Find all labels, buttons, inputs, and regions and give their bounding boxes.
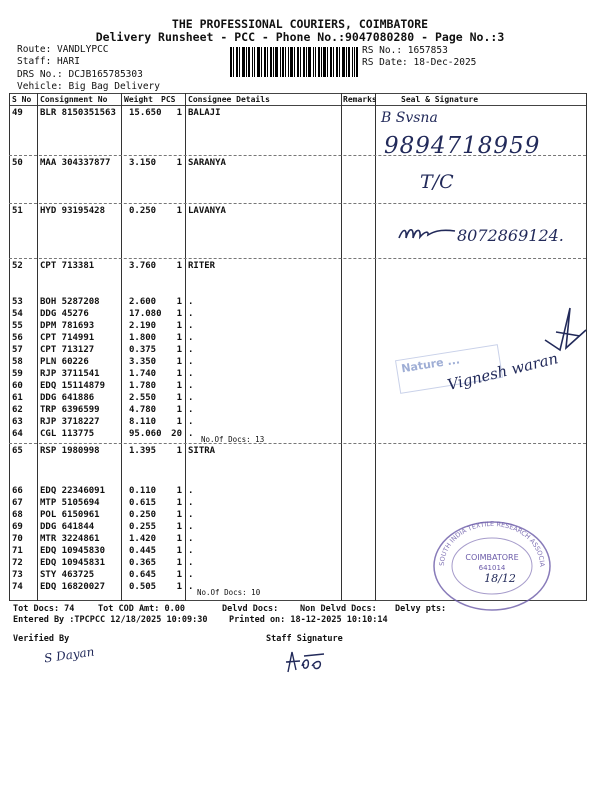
row-consignment-no: EDQ 10945831 bbox=[40, 558, 106, 568]
row-consignee: . bbox=[188, 345, 194, 355]
svg-text:18/12: 18/12 bbox=[484, 572, 516, 585]
row-sno: 71 bbox=[12, 546, 23, 556]
row-sno: 52 bbox=[12, 261, 23, 271]
svg-text:COIMBATORE: COIMBATORE bbox=[465, 553, 519, 562]
row-pcs: 1 bbox=[176, 393, 182, 403]
total-cod-amount: Tot COD Amt: 0.00 bbox=[98, 604, 185, 614]
row-pcs: 1 bbox=[176, 321, 182, 331]
svg-text:SOUTH INDIA TEXTILE RESEARCH A: SOUTH INDIA TEXTILE RESEARCH ASSOCIATION bbox=[427, 510, 547, 567]
row-consignee: . bbox=[188, 393, 194, 403]
row-pcs: 1 bbox=[176, 357, 182, 367]
route-label: Route: VANDLYPCC bbox=[17, 44, 109, 55]
seal-stamp-purple bbox=[427, 510, 554, 612]
row-weight: 1.420 bbox=[129, 534, 157, 544]
company-title: THE PROFESSIONAL COURIERS, COIMBATORE bbox=[171, 17, 429, 31]
staff-signature-label: Staff Signature bbox=[266, 634, 343, 644]
row-consignee: . bbox=[188, 546, 194, 556]
row-pcs: 1 bbox=[176, 297, 182, 307]
row-weight: 0.250 bbox=[129, 206, 157, 216]
col-header-seal-signature: Seal & Signature bbox=[401, 95, 479, 104]
row-consignment-no: CPT 713381 bbox=[40, 261, 95, 271]
row-weight: 4.780 bbox=[129, 405, 157, 415]
row-pcs: 1 bbox=[176, 522, 182, 532]
signature-row-50: T/C bbox=[420, 171, 454, 193]
row-pcs: 1 bbox=[176, 381, 182, 391]
barcode bbox=[230, 47, 358, 77]
row-pcs: 1 bbox=[176, 486, 182, 496]
row-consignment-no: DDG 641844 bbox=[40, 522, 95, 532]
row-weight: 1.740 bbox=[129, 369, 157, 379]
row-pcs: 1 bbox=[176, 582, 182, 592]
signature-row-49: B Svsna bbox=[381, 110, 438, 126]
row-consignment-no: DDG 641886 bbox=[40, 393, 95, 403]
row-weight: 8.110 bbox=[129, 417, 157, 427]
row-sno: 67 bbox=[12, 498, 23, 508]
row-consignee: . bbox=[188, 369, 194, 379]
row-pcs: 1 bbox=[176, 558, 182, 568]
rs-number: RS No.: 1657853 bbox=[362, 45, 448, 56]
row-sno: 56 bbox=[12, 333, 23, 343]
row-pcs: 1 bbox=[176, 309, 182, 319]
row-pcs: 1 bbox=[176, 333, 182, 343]
row-sno: 64 bbox=[12, 429, 23, 439]
row-weight: 0.250 bbox=[129, 510, 157, 520]
row-weight: 3.760 bbox=[129, 261, 157, 271]
row-pcs: 1 bbox=[176, 345, 182, 355]
row-consignment-no: MTP 5105694 bbox=[40, 498, 100, 508]
col-header-weight: Weight bbox=[124, 95, 153, 104]
entered-by: Entered By :TPCPCC 12/18/2025 10:09:30 bbox=[13, 615, 208, 625]
row-weight: 3.350 bbox=[129, 357, 157, 367]
row-consignee: . bbox=[188, 309, 194, 319]
phone-row-49: 9894718959 bbox=[384, 133, 541, 159]
row-sno: 62 bbox=[12, 405, 23, 415]
row-consignment-no: BLR 8150351563 bbox=[40, 108, 116, 118]
row-pcs: 1 bbox=[176, 108, 182, 118]
row-consignee: BALAJI bbox=[188, 108, 221, 118]
staff-label: Staff: HARI bbox=[17, 56, 80, 67]
row-consignment-no: DDG 45276 bbox=[40, 309, 89, 319]
row-consignee: LAVANYA bbox=[188, 206, 226, 216]
row-sno: 63 bbox=[12, 417, 23, 427]
row-consignment-no: TRP 6396599 bbox=[40, 405, 100, 415]
row-sno: 74 bbox=[12, 582, 23, 592]
verified-by-signature: S Dayan bbox=[43, 644, 96, 666]
row-sno: 58 bbox=[12, 357, 23, 367]
row-pcs: 1 bbox=[176, 417, 182, 427]
row-sno: 54 bbox=[12, 309, 23, 319]
drs-number: DRS No.: DCJB165785303 bbox=[17, 69, 143, 80]
rs-date: RS Date: 18-Dec-2025 bbox=[362, 57, 477, 68]
row-consignee: . bbox=[188, 570, 194, 580]
vehicle-label: Vehicle: Big Bag Delivery bbox=[17, 81, 160, 92]
row-consignment-no: RJP 3718227 bbox=[40, 417, 100, 427]
row-consignment-no: MAA 304337877 bbox=[40, 158, 111, 168]
row-pcs: 1 bbox=[176, 405, 182, 415]
row-consignee: . bbox=[188, 510, 194, 520]
row-consignment-no: EDQ 16820027 bbox=[40, 582, 106, 592]
row-pcs: 1 bbox=[176, 369, 182, 379]
row-pcs: 1 bbox=[176, 510, 182, 520]
row-consignee: SITRA bbox=[188, 446, 216, 456]
col-header-consignment: Consignment No bbox=[40, 95, 108, 104]
row-sno: 55 bbox=[12, 321, 23, 331]
row-sno: 50 bbox=[12, 158, 23, 168]
row-weight: 15.650 bbox=[129, 108, 162, 118]
row-pcs: 1 bbox=[176, 261, 182, 271]
company-stamp-blue: Nature ... bbox=[395, 344, 503, 394]
row-weight: 0.375 bbox=[129, 345, 157, 355]
svg-text:641014: 641014 bbox=[478, 564, 506, 572]
row-sno: 65 bbox=[12, 446, 23, 456]
row-consignee: SARANYA bbox=[188, 158, 226, 168]
row-consignee: . bbox=[188, 333, 194, 343]
row-pcs: 1 bbox=[176, 446, 182, 456]
row-weight: 0.365 bbox=[129, 558, 157, 568]
row-pcs: 1 bbox=[176, 534, 182, 544]
row-weight: 1.395 bbox=[129, 446, 157, 456]
row-weight: 3.150 bbox=[129, 158, 157, 168]
phone-row-51: 8072869124. bbox=[457, 226, 564, 245]
row-consignee: . bbox=[188, 582, 194, 592]
row-weight: 1.800 bbox=[129, 333, 157, 343]
delivery-points: Delvy pts: bbox=[395, 604, 447, 614]
runsheet-subtitle: Delivery Runsheet - PCC - Phone No.:9047080280 - Page No.:3 bbox=[95, 30, 505, 44]
row-weight: 2.190 bbox=[129, 321, 157, 331]
row-weight: 1.780 bbox=[129, 381, 157, 391]
row-consignment-no: PLN 60226 bbox=[40, 357, 89, 367]
row-weight: 17.080 bbox=[129, 309, 162, 319]
row-weight: 0.255 bbox=[129, 522, 157, 532]
col-header-consignee: Consignee Details bbox=[188, 95, 270, 104]
row-weight: 0.505 bbox=[129, 582, 157, 592]
row-sno: 61 bbox=[12, 393, 23, 403]
row-sno: 49 bbox=[12, 108, 23, 118]
row-consignment-no: EDQ 22346091 bbox=[40, 486, 106, 496]
row-consignee: . bbox=[188, 405, 194, 415]
row-consignment-no: CPT 714991 bbox=[40, 333, 95, 343]
row-consignment-no: HYD 93195428 bbox=[40, 206, 106, 216]
row-weight: 0.110 bbox=[129, 486, 157, 496]
row-sno: 59 bbox=[12, 369, 23, 379]
row-pcs: 1 bbox=[176, 206, 182, 216]
col-header-remarks: Remarks bbox=[343, 95, 377, 104]
row-consignee: . bbox=[188, 486, 194, 496]
row-sno: 70 bbox=[12, 534, 23, 544]
docs-count-group1: No.Of Docs: 13 bbox=[201, 435, 265, 444]
row-consignment-no: EDQ 15114879 bbox=[40, 381, 106, 391]
row-consignment-no: POL 6150961 bbox=[40, 510, 100, 520]
row-sno: 73 bbox=[12, 570, 23, 580]
total-docs: Tot Docs: 74 bbox=[13, 604, 75, 614]
row-consignee: . bbox=[188, 558, 194, 568]
row-pcs: 1 bbox=[176, 158, 182, 168]
signature-row-53: Vignesh waran bbox=[445, 349, 560, 394]
row-pcs: 1 bbox=[176, 498, 182, 508]
row-weight: 2.550 bbox=[129, 393, 157, 403]
row-consignee: . bbox=[188, 381, 194, 391]
row-consignee: . bbox=[188, 297, 194, 307]
row-pcs: 1 bbox=[176, 546, 182, 556]
col-header-sno: S No bbox=[12, 95, 32, 104]
row-consignment-no: BOH 5287208 bbox=[40, 297, 100, 307]
row-consignee: . bbox=[188, 534, 194, 544]
row-consignee: . bbox=[188, 522, 194, 532]
row-consignee: . bbox=[188, 321, 194, 331]
row-consignee: . bbox=[188, 498, 194, 508]
row-consignment-no: CPT 713127 bbox=[40, 345, 95, 355]
row-weight: 0.445 bbox=[129, 546, 157, 556]
row-sno: 68 bbox=[12, 510, 23, 520]
row-consignment-no: STY 463725 bbox=[40, 570, 95, 580]
row-weight: 95.060 bbox=[129, 429, 162, 439]
row-sno: 57 bbox=[12, 345, 23, 355]
signature-scribble-row-51 bbox=[397, 222, 457, 244]
printed-on: Printed on: 18-12-2025 10:10:14 bbox=[229, 615, 388, 625]
row-consignee: . bbox=[188, 429, 194, 439]
row-consignment-no: EDQ 10945830 bbox=[40, 546, 106, 556]
row-consignment-no: RJP 3711541 bbox=[40, 369, 100, 379]
row-consignee: RITER bbox=[188, 261, 216, 271]
staff-signature-scribble bbox=[282, 648, 328, 674]
row-consignment-no: RSP 1980998 bbox=[40, 446, 100, 456]
verified-by-label: Verified By bbox=[13, 634, 70, 644]
docs-count-group2: No.Of Docs: 10 bbox=[197, 588, 261, 597]
row-sno: 53 bbox=[12, 297, 23, 307]
row-weight: 2.600 bbox=[129, 297, 157, 307]
row-consignee: . bbox=[188, 417, 194, 427]
row-sno: 69 bbox=[12, 522, 23, 532]
col-header-pcs: PCS bbox=[161, 95, 176, 104]
row-weight: 0.615 bbox=[129, 498, 157, 508]
row-consignment-no: DPM 781693 bbox=[40, 321, 95, 331]
row-pcs: 20 bbox=[171, 429, 182, 439]
delivered-docs: Delvd Docs: bbox=[222, 604, 279, 614]
non-delivered-docs: Non Delvd Docs: bbox=[300, 604, 377, 614]
row-sno: 72 bbox=[12, 558, 23, 568]
row-consignment-no: CGL 113775 bbox=[40, 429, 95, 439]
row-consignee: . bbox=[188, 357, 194, 367]
row-sno: 60 bbox=[12, 381, 23, 391]
row-weight: 0.645 bbox=[129, 570, 157, 580]
row-sno: 51 bbox=[12, 206, 23, 216]
row-sno: 66 bbox=[12, 486, 23, 496]
row-pcs: 1 bbox=[176, 570, 182, 580]
row-consignment-no: MTR 3224861 bbox=[40, 534, 100, 544]
